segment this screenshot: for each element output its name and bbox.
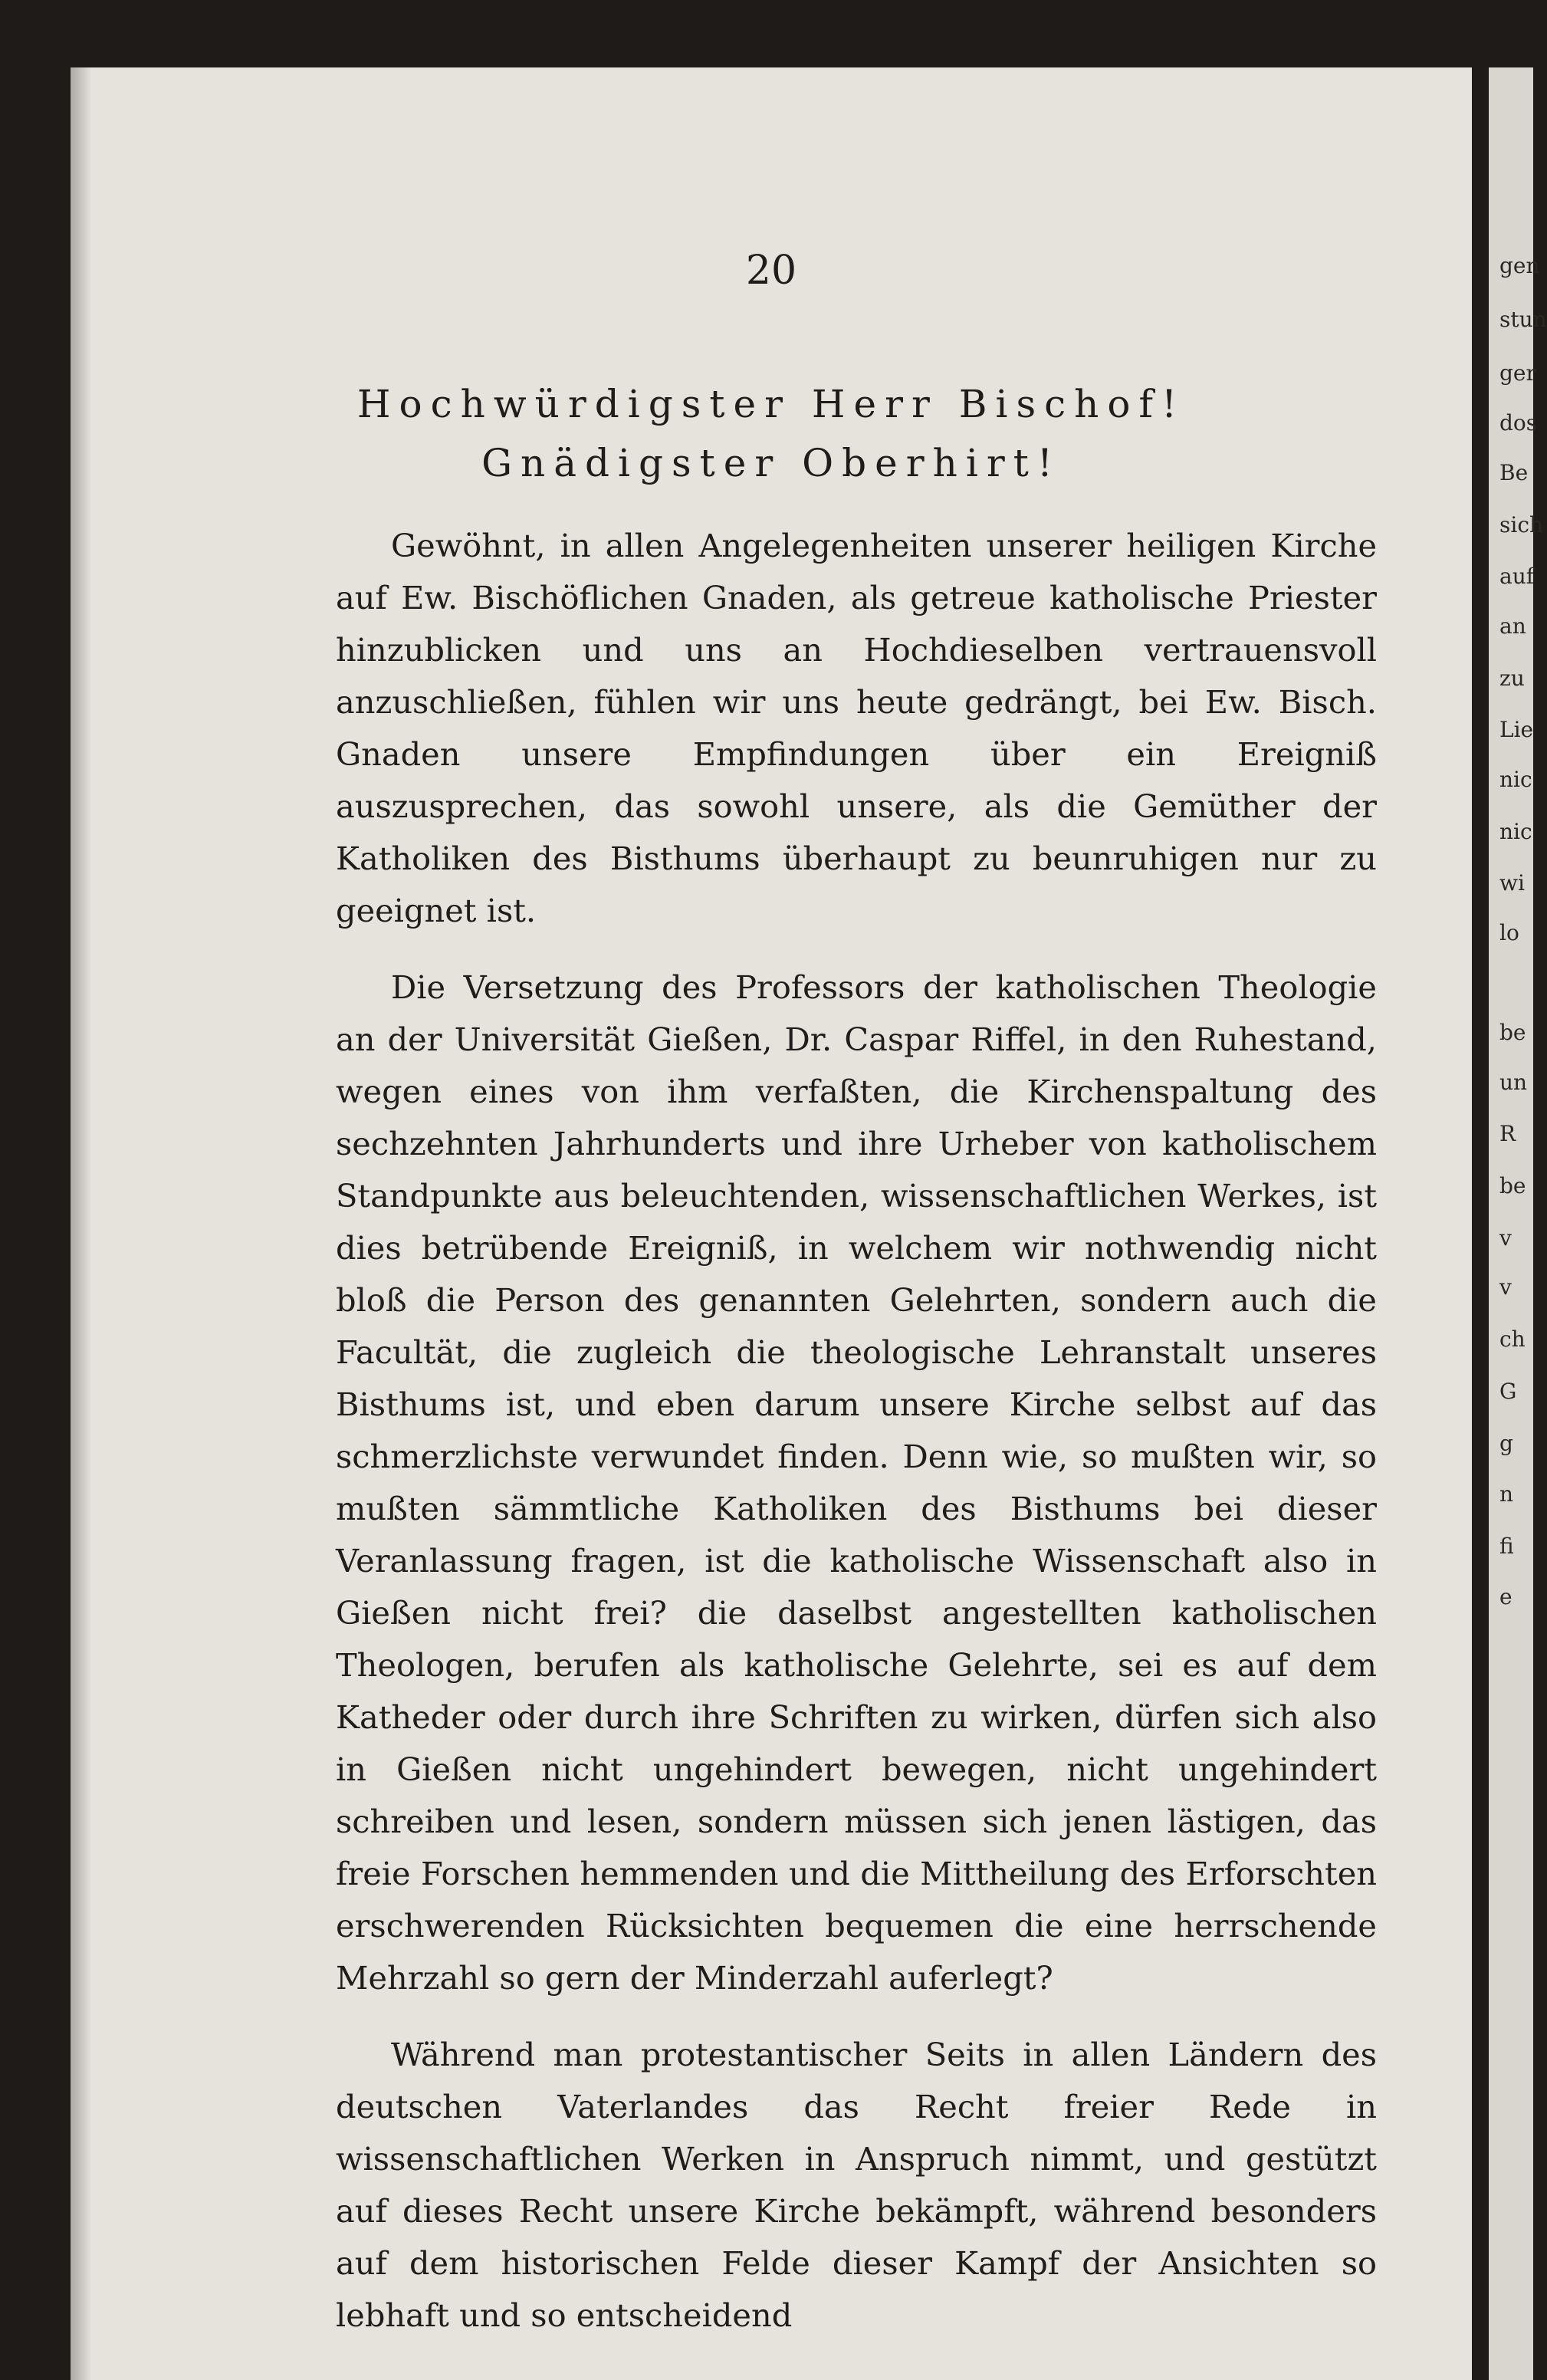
letter-body — [336, 520, 1377, 2366]
facing-page-fragment: R — [1499, 1121, 1516, 1146]
facing-page-fragment: be — [1499, 1020, 1526, 1045]
facing-page-fragment: nic — [1499, 767, 1532, 792]
facing-page-fragment: e — [1499, 1584, 1513, 1609]
facing-page-fragment: an — [1499, 613, 1526, 639]
salutation-line-2: Gnädigster Oberhirt! — [481, 441, 1061, 485]
facing-page-fragment: fi — [1499, 1534, 1514, 1559]
paragraph-3: Während man protestantischer Seits in allen Ländern des deutschen Vaterlandes das Recht freier Rede in wissenschaftlichen Werken in Anspruch nimmt, und gestützt auf dieses Recht unsere Kirche bekämpft, während besonders auf dem historischen Felde dieser Kampf der Ansichten so lebhaft und so entscheidend — [336, 2036, 1377, 2334]
facing-page-fragment: n — [1499, 1481, 1514, 1507]
facing-page-fragment: G — [1499, 1379, 1517, 1404]
facing-page-edge — [1489, 67, 1547, 2380]
facing-page-fragment: zu — [1499, 666, 1525, 691]
facing-page-fragment: v — [1499, 1225, 1512, 1251]
facing-page-fragment: dos — [1499, 410, 1538, 436]
facing-page-fragment: Lie — [1499, 717, 1534, 742]
page-number: 20 — [745, 248, 797, 294]
book-page — [71, 67, 1472, 2380]
facing-page-fragment: g — [1499, 1431, 1513, 1456]
facing-page-fragment: wi — [1499, 870, 1525, 896]
paragraph-2: Die Versetzung des Professors der katholischen Theologie an der Universität Gießen, Dr. Caspar Riffel, in den Ruhestand, wegen eines von ihm verfaßten, die Kirchenspaltung des sechzehnten Jahrhunderts und ihre Urheber von katholischem Standpunkte aus beleuchtenden, wissenschaftlichen Werkes, ist dies betrübende Ereigniß, in welchem wir nothwendig nicht bloß die Person des genannten Gelehrten, sondern auch die Facultät, die zugleich die theologische Lehranstalt unseres Bisthums ist, und eben darum unsere Kirche selbst auf das schmerzlichste verwundet finden. Denn wie, so mußten wir, so mußten sämmtliche Katholiken des Bisthums bei dieser Veranlassung fragen, ist die katholische Wissenschaft also in Gießen nicht frei? die daselbst angestellten katholischen Theologen, berufen als katholische Gelehrte, sei es auf dem Katheder oder durch ihre Schriften zu wirken, dürfen sich also in Gießen nicht ungehindert bewegen, nicht ungehindert schreiben und lesen, sondern müssen sich jenen lästigen, das freie Forschen hemmenden und die Mittheilung des Erforschten erschwerenden Rücksichten bequemen die eine herrschende Mehrzahl so gern der Minderzahl auferlegt? — [336, 968, 1377, 1997]
facing-page-fragment: sich — [1499, 512, 1544, 537]
facing-page-fragment: auf — [1499, 564, 1535, 589]
paragraph-1: Gewöhnt, in allen Angelegenheiten unserer heiligen Kirche auf Ew. Bischöflichen Gnaden, als getreue katholische Priester hinzublicken und uns an Hochdieselben vertrauensvoll anzuschließen, fühlen wir uns heute gedrängt, bei Ew. Bisch. Gnaden unsere Empfindungen über ein Ereigniß auszusprechen, das sowohl unsere, als die Gemüther der Katholiken des Bisthums überhaupt zu beunruhigen nur zu geeignet ist. — [336, 527, 1377, 929]
spine-shadow — [71, 67, 92, 2380]
salutation-line-1: Hochwürdigster Herr Bischof! — [356, 382, 1186, 426]
facing-page-fragment: stun — [1499, 307, 1547, 332]
facing-page-fragment: v — [1499, 1274, 1512, 1300]
facing-page-fragment: gen — [1499, 253, 1540, 278]
facing-page-fragment: be — [1499, 1173, 1526, 1198]
facing-page-fragment: Be — [1499, 460, 1529, 485]
facing-page-fragment: lo — [1499, 920, 1519, 945]
facing-page-fragment: ch — [1499, 1326, 1526, 1352]
facing-page-fragment: nic — [1499, 819, 1532, 844]
facing-page-fragment: ger — [1499, 360, 1536, 386]
facing-page-fragment: un — [1499, 1070, 1528, 1095]
